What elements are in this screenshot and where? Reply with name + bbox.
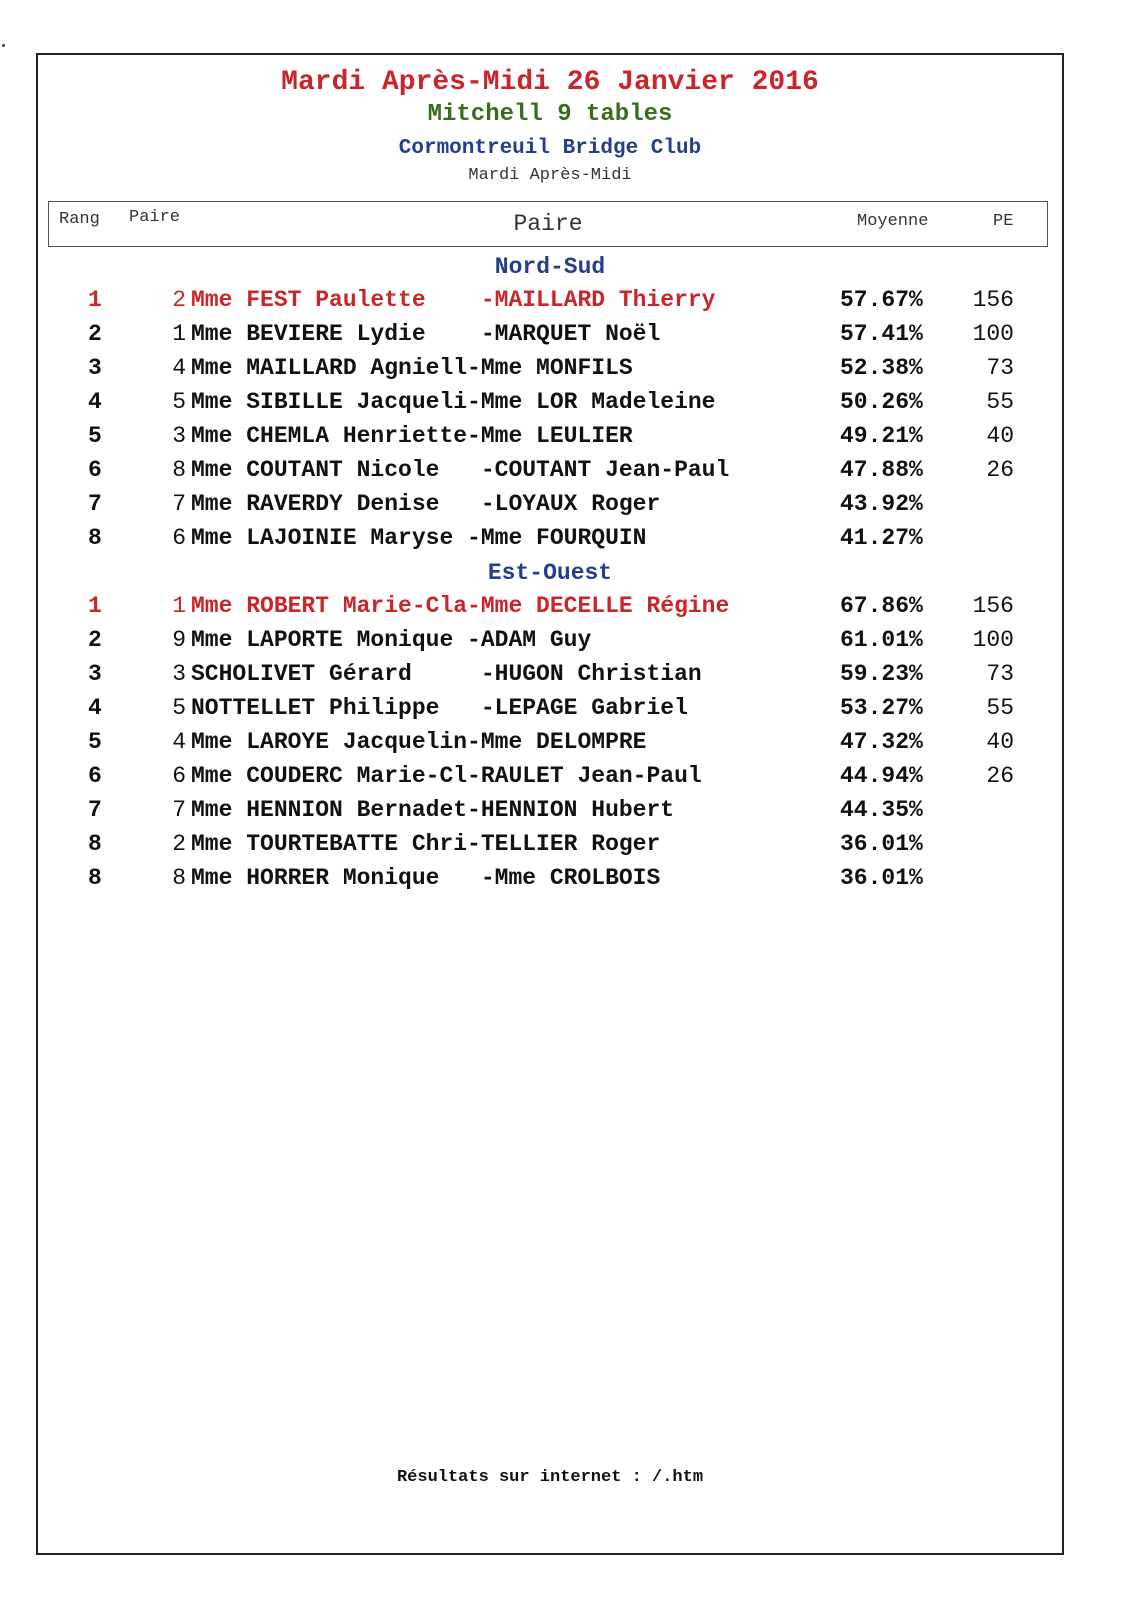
pair-number-cell: 8 <box>172 865 186 891</box>
average-cell: 50.26% <box>840 389 923 415</box>
pair-names-cell: Mme TOURTEBATTE Chri-TELLIER Roger <box>191 831 661 857</box>
average-cell: 43.92% <box>840 491 923 517</box>
header-pe: PE <box>993 212 1014 231</box>
pair-number-cell: 4 <box>172 729 186 755</box>
pe-points-cell: 26 <box>986 763 1014 789</box>
pair-names-cell: Mme LAPORTE Monique -ADAM Guy <box>191 627 592 653</box>
pair-number-cell: 3 <box>172 661 186 687</box>
rank-cell: 2 <box>88 321 102 347</box>
pair-names-cell: Mme CHEMLA Henriette-Mme LEULIER <box>191 423 633 449</box>
pair-names-cell: NOTTELLET Philippe -LEPAGE Gabriel <box>191 695 688 721</box>
average-cell: 59.23% <box>840 661 923 687</box>
table-row <box>38 627 1062 661</box>
average-cell: 53.27% <box>840 695 923 721</box>
average-cell: 57.41% <box>840 321 923 347</box>
movement-subtitle: Mitchell 9 tables <box>427 101 673 128</box>
rank-cell: 6 <box>88 763 102 789</box>
session-name: Mardi Après-Midi <box>468 166 632 185</box>
pe-points-cell: 40 <box>986 729 1014 755</box>
header-paire: Paire <box>513 211 583 237</box>
rank-cell: 7 <box>88 797 102 823</box>
club-name: Cormontreuil Bridge Club <box>398 137 702 160</box>
average-cell: 67.86% <box>840 593 923 619</box>
pair-names-cell: Mme LAJOINIE Maryse -Mme FOURQUIN <box>191 525 647 551</box>
rank-cell: 6 <box>88 457 102 483</box>
rank-cell: 8 <box>88 831 102 857</box>
table-row <box>38 593 1062 627</box>
pair-names-cell: Mme MAILLARD Agniell-Mme MONFILS <box>191 355 633 381</box>
section-title: Est-Ouest <box>487 560 613 586</box>
pair-number-cell: 1 <box>172 593 186 619</box>
pair-names-cell: Mme HENNION Bernadet-HENNION Hubert <box>191 797 675 823</box>
rank-cell: 2 <box>88 627 102 653</box>
table-row <box>38 389 1062 423</box>
pe-points-cell: 73 <box>986 661 1014 687</box>
pair-names-cell: SCHOLIVET Gérard -HUGON Christian <box>191 661 702 687</box>
pair-names-cell: Mme BEVIERE Lydie -MARQUET Noël <box>191 321 661 347</box>
table-row <box>38 423 1062 457</box>
table-row <box>38 457 1062 491</box>
pair-number-cell: 4 <box>172 355 186 381</box>
pair-number-cell: 9 <box>172 627 186 653</box>
average-cell: 61.01% <box>840 627 923 653</box>
table-row <box>38 525 1062 559</box>
pe-points-cell: 40 <box>986 423 1014 449</box>
pair-names-cell: Mme HORRER Monique -Mme CROLBOIS <box>191 865 661 891</box>
pair-number-cell: 7 <box>172 797 186 823</box>
rank-cell: 8 <box>88 865 102 891</box>
section-title: Nord-Sud <box>494 254 606 280</box>
pe-points-cell: 55 <box>986 695 1014 721</box>
pair-names-cell: Mme RAVERDY Denise -LOYAUX Roger <box>191 491 661 517</box>
pair-number-cell: 5 <box>172 389 186 415</box>
pe-points-cell: 156 <box>972 593 1014 619</box>
pair-names-cell: Mme COUDERC Marie-Cl-RAULET Jean-Paul <box>191 763 702 789</box>
pe-points-cell: 55 <box>986 389 1014 415</box>
page-title: Mardi Après-Midi 26 Janvier 2016 <box>281 67 819 98</box>
table-row <box>38 729 1062 763</box>
pair-number-cell: 8 <box>172 457 186 483</box>
average-cell: 36.01% <box>840 831 923 857</box>
table-row <box>38 797 1062 831</box>
rank-cell: 3 <box>88 661 102 687</box>
pair-number-cell: 5 <box>172 695 186 721</box>
average-cell: 44.94% <box>840 763 923 789</box>
table-row <box>38 355 1062 389</box>
pair-number-cell: 3 <box>172 423 186 449</box>
rank-cell: 3 <box>88 355 102 381</box>
average-cell: 36.01% <box>840 865 923 891</box>
table-row <box>38 831 1062 865</box>
pair-number-cell: 2 <box>172 831 186 857</box>
table-row <box>38 695 1062 729</box>
pair-number-cell: 7 <box>172 491 186 517</box>
pe-points-cell: 26 <box>986 457 1014 483</box>
table-header <box>48 201 1048 247</box>
pair-names-cell: Mme SIBILLE Jacqueli-Mme LOR Madeleine <box>191 389 716 415</box>
table-row <box>38 287 1062 321</box>
rank-cell: 1 <box>88 593 102 619</box>
pe-points-cell: 73 <box>986 355 1014 381</box>
pair-names-cell: Mme LAROYE Jacquelin-Mme DELOMPRE <box>191 729 647 755</box>
average-cell: 41.27% <box>840 525 923 551</box>
average-cell: 47.88% <box>840 457 923 483</box>
pair-names-cell: Mme FEST Paulette -MAILLARD Thierry <box>191 287 716 313</box>
header-moyenne: Moyenne <box>857 212 929 231</box>
header-rang: Rang <box>59 210 100 229</box>
results-sheet <box>36 53 1064 1555</box>
average-cell: 52.38% <box>840 355 923 381</box>
header-paire-number: Paire <box>129 208 181 227</box>
table-row <box>38 865 1062 899</box>
pair-number-cell: 2 <box>172 287 186 313</box>
pair-number-cell: 1 <box>172 321 186 347</box>
rank-cell: 5 <box>88 423 102 449</box>
rank-cell: 4 <box>88 389 102 415</box>
average-cell: 47.32% <box>840 729 923 755</box>
average-cell: 49.21% <box>840 423 923 449</box>
pair-number-cell: 6 <box>172 763 186 789</box>
table-row <box>38 321 1062 355</box>
average-cell: 57.67% <box>840 287 923 313</box>
table-row <box>38 661 1062 695</box>
pair-number-cell: 6 <box>172 525 186 551</box>
footer-note: Résultats sur internet : /.htm <box>396 1468 704 1487</box>
pair-names-cell: Mme COUTANT Nicole -COUTANT Jean-Paul <box>191 457 730 483</box>
table-row <box>38 763 1062 797</box>
rank-cell: 8 <box>88 525 102 551</box>
rank-cell: 7 <box>88 491 102 517</box>
rank-cell: 1 <box>88 287 102 313</box>
rank-cell: 5 <box>88 729 102 755</box>
scan-speck <box>2 44 5 47</box>
pe-points-cell: 156 <box>972 287 1014 313</box>
table-row <box>38 491 1062 525</box>
average-cell: 44.35% <box>840 797 923 823</box>
pair-names-cell: Mme ROBERT Marie-Cla-Mme DECELLE Régine <box>191 593 730 619</box>
rank-cell: 4 <box>88 695 102 721</box>
pe-points-cell: 100 <box>972 627 1014 653</box>
pe-points-cell: 100 <box>972 321 1014 347</box>
